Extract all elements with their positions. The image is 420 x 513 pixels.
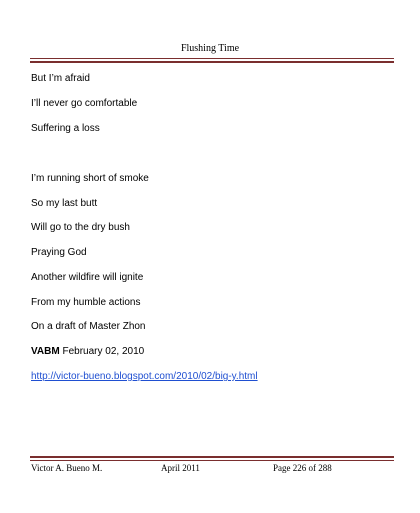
footer-date: April 2011 <box>161 463 200 473</box>
poem-line-10: On a draft of Master Zhon <box>31 321 146 332</box>
poem-line-4: I’m running short of smoke <box>31 173 149 184</box>
signature-initials: VABM <box>31 346 60 357</box>
signature-line <box>31 346 144 358</box>
header-rule <box>30 58 394 59</box>
poem-line-2: I’ll never go comfortable <box>31 98 138 109</box>
poem-line-3: Suffering a loss <box>31 123 100 134</box>
blog-link-line <box>31 371 258 383</box>
poem-line-9: From my humble actions <box>31 297 141 308</box>
blog-link[interactable]: http://victor-bueno.blogspot.com/2010/02/big-y.html <box>31 371 258 382</box>
poem-line-6: Will go to the dry bush <box>31 222 130 233</box>
footer-author: Victor A. Bueno M. <box>31 463 103 473</box>
footer-rule-double <box>30 460 394 461</box>
poem-line-8: Another wildfire will ignite <box>31 272 144 283</box>
poem-line-7: Praying God <box>31 247 87 258</box>
poem-line-5: So my last butt <box>31 198 98 209</box>
signature-date: February 02, 2010 <box>59 346 145 357</box>
footer-page-number: Page 226 of 288 <box>273 463 332 473</box>
header-rule-double <box>30 61 394 63</box>
page-header-title: Flushing Time <box>180 43 240 54</box>
footer-rule <box>30 456 394 458</box>
poem-line-1: But I’m afraid <box>31 73 90 84</box>
